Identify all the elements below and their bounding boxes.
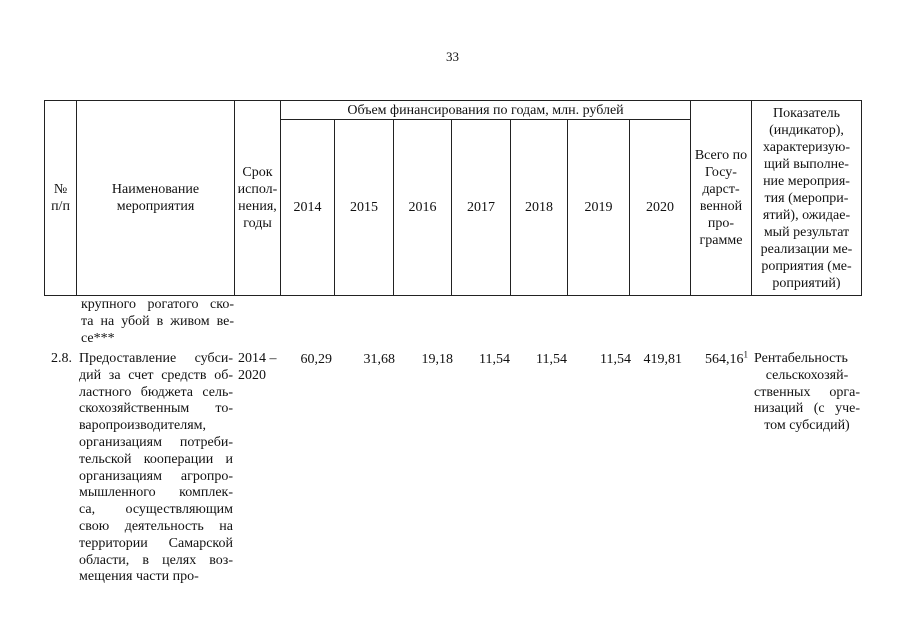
text-line: организациям потреби- bbox=[79, 434, 233, 450]
header-year-text: 2015 bbox=[350, 200, 378, 215]
header-funding-title bbox=[281, 101, 691, 120]
row-value-2016: 19,18 bbox=[421, 352, 453, 367]
header-name bbox=[77, 101, 235, 296]
header-year-2020 bbox=[630, 120, 691, 296]
page-number: 33 bbox=[446, 49, 459, 64]
row-total bbox=[690, 351, 748, 368]
header-total bbox=[691, 101, 752, 296]
header-year-2018 bbox=[511, 120, 568, 296]
text-line: крупного рогатого ско- bbox=[81, 297, 234, 312]
row-value-2020: 419,81 bbox=[643, 352, 682, 367]
text-line: том субсидий) bbox=[764, 418, 850, 434]
text-line: 2020 bbox=[238, 367, 266, 383]
text-line: се*** bbox=[81, 330, 115, 346]
row-number: 2.8. bbox=[51, 351, 72, 366]
text-line: Рентабельность bbox=[754, 351, 848, 366]
header-year-text: 2016 bbox=[408, 200, 437, 215]
text-line: мещения части про- bbox=[79, 569, 199, 585]
table-header bbox=[44, 100, 862, 296]
row-indicator bbox=[754, 351, 860, 435]
row-value-2017: 11,54 bbox=[479, 352, 510, 367]
text-line: мышленного комплек- bbox=[79, 485, 233, 501]
funding-title-text: Объем финансирования по годам, млн. рублей bbox=[347, 102, 624, 118]
text-line: сельскохозяй- bbox=[765, 367, 849, 383]
header-indicator-text: Показатель (индикатор), характеризую- щий выполне- ние мероприя- тия (меропри- ятий), ожидае- мый результат реализации ме- роприятия (ме- роприятий) bbox=[760, 105, 853, 291]
text-line: скохозяйственным то- bbox=[79, 401, 233, 417]
continuation-text bbox=[81, 297, 234, 347]
text-line: са, осуществляющим bbox=[79, 502, 233, 518]
header-indicator bbox=[752, 101, 862, 296]
header-number bbox=[45, 101, 77, 296]
header-total-text: Всего по Госу- дарст- венной про- грамме bbox=[694, 148, 748, 248]
text-line: дий за счет средств об- bbox=[79, 367, 233, 383]
header-year-2019 bbox=[568, 120, 630, 296]
header-year-2014 bbox=[281, 120, 335, 296]
header-year-text: 2017 bbox=[467, 200, 495, 215]
header-year-text: 2014 bbox=[293, 200, 322, 215]
header-year-2015 bbox=[335, 120, 394, 296]
header-number-text: № п/п bbox=[51, 182, 70, 214]
row-value-2018: 11,54 bbox=[536, 352, 567, 367]
text-line: варопроизводителям, bbox=[79, 418, 206, 434]
header-year-2017 bbox=[452, 120, 511, 296]
row-value-2019: 11,54 bbox=[600, 352, 631, 367]
header-year-text: 2020 bbox=[646, 200, 674, 215]
header-year-text: 2019 bbox=[584, 200, 613, 215]
header-name-text: Наименование мероприятия bbox=[111, 182, 200, 214]
header-year-2016 bbox=[394, 120, 452, 296]
text-line: ластного бюджета сель- bbox=[79, 384, 233, 400]
text-line: та на убой в живом ве- bbox=[81, 313, 234, 329]
header-term bbox=[235, 101, 281, 296]
text-line: ственных орга- bbox=[754, 384, 860, 400]
text-line: свою деятельность на bbox=[79, 518, 233, 534]
row-value-2015: 31,68 bbox=[363, 352, 395, 367]
text-line: территории Самарской bbox=[79, 535, 233, 551]
text-line: организациям агропро- bbox=[79, 468, 233, 484]
row-total-footnote: 1 bbox=[743, 349, 748, 360]
text-line: низаций (с уче- bbox=[754, 401, 860, 417]
text-line: 2014 – bbox=[238, 351, 277, 366]
text-line: тельской кооперации и bbox=[79, 451, 233, 467]
header-year-text: 2018 bbox=[525, 200, 553, 215]
text-line: области, в целях воз- bbox=[79, 552, 233, 568]
row-value-2014: 60,29 bbox=[300, 352, 332, 367]
header-term-text: Срок испол- нения, годы bbox=[237, 165, 278, 231]
row-total-value: 564,16 bbox=[705, 352, 744, 367]
row-name bbox=[79, 351, 233, 586]
text-line: Предоставление субси- bbox=[79, 351, 233, 366]
